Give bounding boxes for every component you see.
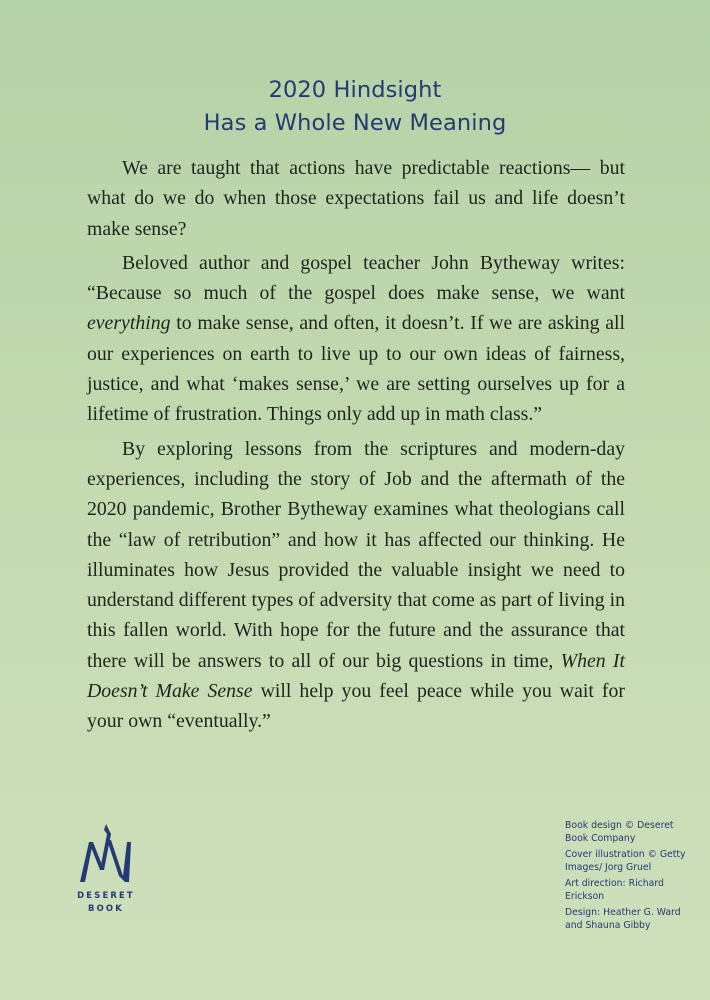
publisher-name-line-1: DESERET bbox=[77, 890, 135, 900]
blurb-paragraph-3 bbox=[87, 434, 625, 737]
blurb-paragraph-2-italic: everything bbox=[87, 312, 171, 335]
publisher-name-line-2: BOOK bbox=[88, 903, 124, 913]
credit-cover-illustration: Cover illustration © Getty Images/ Jorg Gruel bbox=[565, 849, 686, 873]
credit-art-direction: Art direction: Richard Erickson bbox=[565, 878, 664, 902]
blurb bbox=[87, 153, 625, 737]
credits-block bbox=[565, 819, 690, 935]
blurb-paragraph-3-text-b: will help you feel peace while you wait for your own “eventually.” bbox=[87, 680, 625, 733]
publisher-name bbox=[74, 889, 138, 915]
heading-line-1: 2020 Hindsight bbox=[268, 77, 442, 103]
blurb-paragraph-1: We are taught that actions have predictable reactions— but what do we do when those expectations fail us and life doesn’t make sense? bbox=[87, 157, 625, 240]
deseret-book-logo bbox=[74, 820, 138, 915]
blurb-paragraph-2-text-a: Beloved author and gospel teacher John Bytheway writes: “Because so much of the gospel does make sense, we want bbox=[87, 251, 625, 305]
credit-design: Design: Heather G. Ward and Shauna Gibby bbox=[565, 907, 681, 931]
blurb-paragraph-3-text-a: By exploring lessons from the scriptures and modern-day experiences, including the story of Job and the aftermath of the 2020 pandemic, Brother Bytheway examines what theologians call the “law of retribution” and how it has affected our thinking. He illuminates how Jesus provided the valuable insight we need to understand different types of adversity that come as part of living in this fallen world. With hope for the future and the assurance that there will be answers to all of our big questions in time, bbox=[87, 437, 625, 672]
publisher-emblem-icon bbox=[77, 820, 135, 884]
back-cover-heading bbox=[0, 74, 710, 140]
blurb-paragraph-2 bbox=[87, 248, 625, 430]
blurb-paragraph-2-text-b: to make sense, and often, it doesn’t. If we are asking all our experiences on earth to live up to our own ideas of fairness, justice, and what ‘makes sense,’ we are setting ourselves up for a lifetime of frustration. Things only add up in math class.” bbox=[87, 312, 625, 426]
book-title-italic: When It Doesn’t Make Sense bbox=[87, 649, 625, 703]
heading-line-2: Has a Whole New Meaning bbox=[203, 110, 507, 136]
credit-book-design: Book design © Deseret Book Company bbox=[565, 820, 674, 844]
